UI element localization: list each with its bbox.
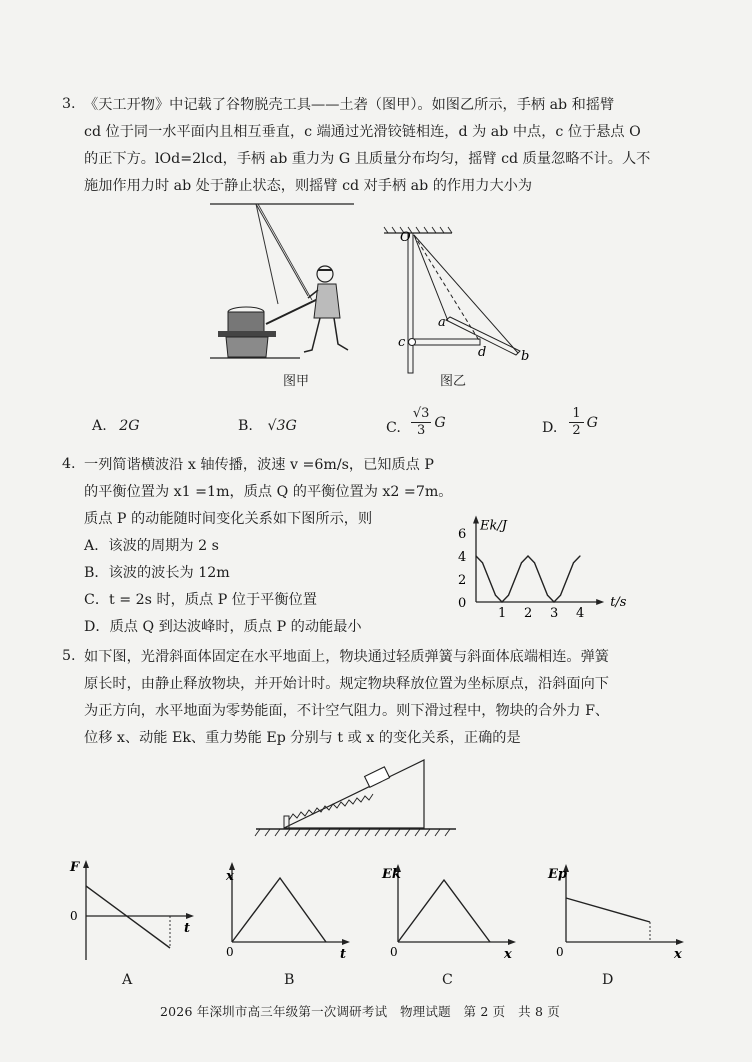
graph-a-xlabel: t bbox=[184, 921, 191, 936]
q3-option-b bbox=[238, 418, 297, 434]
q3-option-a bbox=[92, 418, 140, 434]
q3-line-2: cd 位于同一水平面内且相互垂直，c 端通过光滑铰链相连，d 为 ab 中点，c 位于悬点 O bbox=[84, 124, 641, 140]
q3-option-a-text: 2G bbox=[119, 418, 140, 434]
ek-t-chart bbox=[440, 498, 640, 621]
y-tick-label: 4 bbox=[458, 550, 467, 565]
graph-a-letter: A bbox=[122, 972, 133, 988]
graph-b-ylabel: x bbox=[226, 869, 234, 884]
figure-jia-caption: 图甲 bbox=[283, 374, 310, 389]
q3-option-d-fraction bbox=[569, 406, 583, 439]
x-tick-label: 2 bbox=[524, 606, 533, 621]
q3-option-d-suffix: G bbox=[586, 414, 599, 431]
label-a: a bbox=[438, 315, 446, 330]
ek-point bbox=[547, 595, 548, 596]
label-c: c bbox=[398, 335, 406, 350]
ek-point bbox=[482, 562, 483, 563]
q3-option-c bbox=[386, 406, 446, 439]
q3-option-c-letter: C. bbox=[386, 419, 401, 436]
label-O: O bbox=[400, 230, 411, 245]
q3-line-4: 施加作用力时 ab 处于静止状态，则摇臂 cd 对手柄 ab 的作用力大小为 bbox=[84, 178, 533, 194]
graph-b-letter: B bbox=[284, 972, 295, 988]
graph-c-ylabel: Ek bbox=[382, 867, 401, 882]
q3-option-c-denominator: 3 bbox=[417, 423, 426, 438]
y-axis-label: Ek/J bbox=[480, 518, 507, 534]
q4-line-3: 质点 P 的动能随时间变化关系如下图所示，则 bbox=[84, 511, 373, 527]
ek-point bbox=[540, 578, 541, 579]
graph-c-xlabel: x bbox=[504, 947, 512, 962]
q5-line-3: 为正方向，水平地面为零势能面，不计空气阻力。则下滑过程中，物块的合外力 F、 bbox=[84, 703, 610, 719]
q4-line-2: 的平衡位置为 x1 =1m，质点 Q 的平衡位置为 x2 =7m。 bbox=[84, 484, 453, 500]
q3-option-a-letter: A. bbox=[92, 418, 107, 434]
graph-a-origin: 0 bbox=[70, 909, 78, 923]
ek-point bbox=[527, 555, 528, 556]
graph-d-origin: 0 bbox=[556, 945, 564, 959]
ek-point bbox=[579, 555, 580, 556]
q4-option-b: B．该波的波长为 12m bbox=[84, 565, 230, 581]
y-tick-label: 2 bbox=[458, 573, 467, 588]
y-tick-label: 0 bbox=[458, 596, 467, 611]
ek-point bbox=[488, 578, 489, 579]
graph-b-xlabel: t bbox=[340, 947, 347, 962]
q4-option-a: A．该波的周期为 2 s bbox=[84, 538, 219, 554]
q3-option-c-numerator: √3 bbox=[412, 406, 430, 421]
label-d: d bbox=[478, 345, 487, 360]
ek-point bbox=[508, 595, 509, 596]
q3-option-c-fraction bbox=[411, 406, 432, 439]
figure-yi-diagram bbox=[376, 225, 536, 375]
q3-option-b-text: √3G bbox=[267, 418, 297, 434]
q5-line-1: 如下图，光滑斜面体固定在水平地面上，物块通过轻质弹簧与斜面体底端相连。弹簧 bbox=[84, 649, 609, 665]
graph-b-origin: 0 bbox=[226, 945, 234, 959]
label-b: b bbox=[521, 349, 530, 364]
q3-option-d-denominator: 2 bbox=[572, 423, 581, 438]
q5-number: 5. bbox=[62, 648, 76, 664]
graph-d-letter: D bbox=[602, 972, 614, 988]
ek-curve bbox=[476, 556, 580, 602]
ek-point bbox=[475, 555, 476, 556]
q3-option-d-letter: D. bbox=[542, 419, 558, 436]
q3-number: 3. bbox=[62, 96, 76, 112]
graph-d bbox=[546, 858, 696, 970]
q5-line-2: 原长时，由静止释放物块，并开始计时。规定物块释放位置为坐标原点，沿斜面向下 bbox=[84, 676, 609, 692]
x-tick-label: 4 bbox=[576, 606, 585, 621]
graph-b bbox=[222, 858, 362, 970]
graph-a-ylabel: F bbox=[70, 860, 80, 875]
graph-d-ylabel: Ep bbox=[548, 867, 567, 882]
ek-point bbox=[553, 601, 554, 602]
ek-point bbox=[534, 562, 535, 563]
q4-number: 4. bbox=[62, 456, 76, 472]
figure-jia-illustration bbox=[208, 200, 358, 360]
graph-c-origin: 0 bbox=[390, 945, 398, 959]
graph-a bbox=[60, 858, 200, 970]
ek-point bbox=[566, 578, 567, 579]
x-tick-label: 3 bbox=[550, 606, 559, 621]
q5-line-4: 位移 x、动能 Ek、重力势能 Ep 分别与 t 或 x 的变化关系，正确的是 bbox=[84, 730, 521, 746]
q4-option-c: C．t = 2s 时，质点 P 位于平衡位置 bbox=[84, 592, 317, 608]
x-axis-arrow bbox=[596, 599, 604, 605]
q4-line-1: 一列简谐横波沿 x 轴传播，波速 v =6m/s，已知质点 P bbox=[84, 457, 434, 473]
q4-option-d: D．质点 Q 到达波峰时，质点 P 的动能最小 bbox=[84, 619, 362, 635]
ek-point bbox=[514, 578, 515, 579]
y-tick-label: 6 bbox=[458, 527, 467, 542]
graph-c-letter: C bbox=[442, 972, 453, 988]
ek-point bbox=[521, 562, 522, 563]
y-axis-arrow bbox=[473, 516, 479, 524]
ek-point bbox=[560, 595, 561, 596]
page-footer: 2026 年深圳市高三年级第一次调研考试 物理试题 第 2 页 共 8 页 bbox=[160, 1004, 560, 1019]
graph-c bbox=[380, 858, 520, 970]
q3-option-d-numerator: 1 bbox=[569, 406, 583, 423]
q3-option-d bbox=[542, 406, 598, 439]
ek-point bbox=[495, 595, 496, 596]
ek-point bbox=[573, 562, 574, 563]
q3-option-b-letter: B. bbox=[238, 418, 253, 434]
ek-point bbox=[501, 601, 502, 602]
graph-d-xlabel: x bbox=[674, 947, 682, 962]
x-axis-label: t/s bbox=[610, 595, 627, 610]
figure-yi-caption: 图乙 bbox=[440, 374, 467, 389]
q3-line-1: 《天工开物》中记载了谷物脱壳工具——土砻（图甲）。如图乙所示，手柄 ab 和摇臂 bbox=[84, 97, 615, 113]
q3-option-c-suffix: G bbox=[434, 414, 446, 431]
x-tick-label: 1 bbox=[498, 606, 507, 621]
q3-line-3: 的正下方。lOd=2lcd，手柄 ab 重力为 G 且质量分布均匀，摇臂 cd 质量忽略不计。人不 bbox=[84, 151, 651, 167]
incline-spring-diagram bbox=[252, 756, 462, 838]
